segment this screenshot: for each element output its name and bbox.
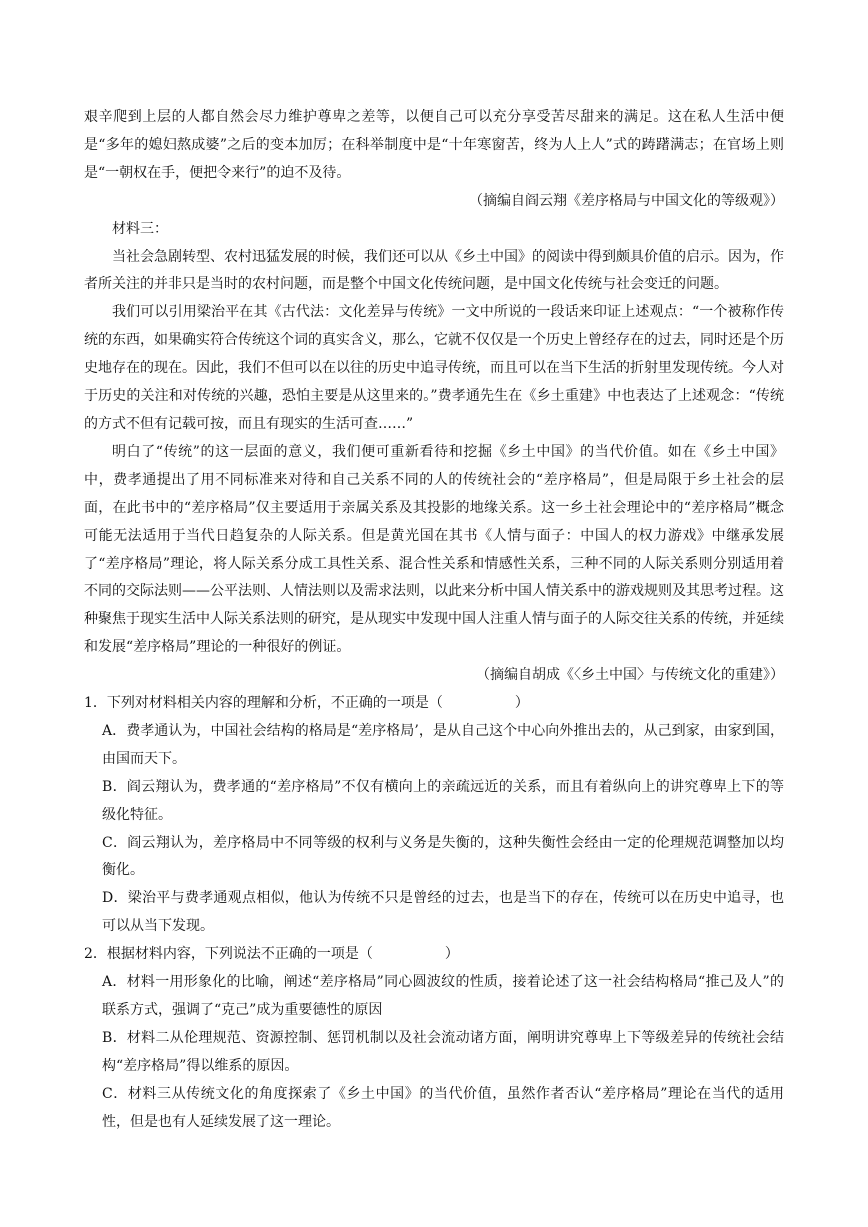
option-d: D．梁治平与费孝通观点相似，他认为传统不只是曾经的过去，也是当下的存在，传统可以在历史中追寻，也可以从当下发现。 bbox=[102, 890, 784, 935]
paragraph: 明白了“传统”的这一层面的意义，我们便可重新看待和挖掘《乡土中国》的当代价值。如在《乡土中国》中，费孝通提出了用不同标准来对待和自己关系不同的人的传统社会的“差序格局”，但是局限于乡土社会的层面，在此书中的“差序格局”仅主要适用于亲属关系及其投影的地缘关系。这一乡土社会理论中的“差序格局”概念可能无法适用于当代日趋复杂的人际关系。但是黄光国在其书《人情与面子：中国人的权力游戏》中继承发展了“差序格局”理论，将人际关系分成工具性关系、混合性关系和情感性关系，三种不同的人际关系则分别适用着不同的交际法则——公平法则、人情法则以及需求法则，以此来分析中国人情关系中的游戏规则及其思考过程。这种聚焦于现实生活中人际关系法则的研究，是从现实中发现中国人注重人情与面子的人际交往关系的传统，并延续和发展“差序格局”理论的一种很好的例证。 bbox=[84, 443, 784, 656]
source-citation: （摘编自阎云翔《差序格局与中国文化的等级观》） bbox=[469, 192, 784, 209]
paragraph-continuation: 艰辛爬到上层的人都自然会尽力维护尊卑之差等，以便自己可以充分享受苦尽甜来的满足。这在私人生活中便是“多年的媳妇熬成婆”之后的变本加厉；在科举制度中是“十年寒窗苦，终为人上人”式的踌躇满志；在官场上则是“一朝权在手，便把令来行”的迫不及待。 bbox=[84, 109, 784, 181]
question-stem: 2．根据材料内容，下列说法不正确的一项是（ ） bbox=[84, 946, 459, 963]
option-c: C．材料三从传统文化的角度探索了《乡土中国》的当代价值，虽然作者否认“差序格局”理论在当代的适用性，但是也有人延续发展了这一理论。 bbox=[102, 1085, 784, 1130]
question-1 bbox=[84, 690, 784, 941]
source-citation: （摘编自胡成《〈乡土中国〉与传统文化的重建》） bbox=[476, 667, 784, 684]
option-b: B．阎云翔认为，费孝通的“差序格局”不仅有横向上的亲疏远近的关系，而且有着纵向上的讲究尊卑上下的等级化特征。 bbox=[102, 778, 784, 823]
question-2 bbox=[84, 941, 784, 1136]
paragraph: 当社会急剧转型、农村迅猛发展的时候，我们还可以从《乡土中国》的阅读中得到颇具价值的启示。因为，作者所关注的并非只是当时的农村问题，而是整个中国文化传统问题，是中国文化传统与社会变迁的问题。 bbox=[84, 248, 784, 293]
question-stem: 1．下列对材料相关内容的理解和分析，不正确的一项是（ ） bbox=[84, 695, 529, 712]
option-b: B．材料二从伦理规范、资源控制、惩罚机制以及社会流动诸方面，阐明讲究尊卑上下等级差异的传统社会结构“差序格局”得以维系的原因。 bbox=[102, 1029, 784, 1074]
option-a: A．费孝通认为，中国社会结构的格局是“差序格局’，是从自己这个中心向外推出去的，从己到家，由家到国，由国而天下。 bbox=[102, 722, 784, 767]
paragraph: 我们可以引用梁治平在其《古代法：文化差异与传统》一文中所说的一段话来印证上述观点：“一个被称作传统的东西，如果确实符合传统这个词的真实含义，那么，它就不仅仅是一个历史上曾经存在的过去，同时还是个历史地存在的现在。因此，我们不但可以在以往的历史中追寻传统，而且可以在当下生活的折射里发现传统。今人对于历史的关注和对传统的兴趣，恐怕主要是从这里来的。”费孝通先生在《乡土重建》中也表达了上述观念：“传统的方式不但有记载可按，而且有现实的生活可查……” bbox=[84, 304, 784, 432]
document-page bbox=[84, 104, 784, 1137]
option-c: C．阎云翔认为，差序格局中不同等级的权利与义务是失衡的，这种失衡性会经由一定的伦理规范调整加以均衡化。 bbox=[102, 834, 784, 879]
option-a: A．材料一用形象化的比喻，阐述“差序格局”同心圆波纹的性质，接着论述了这一社会结构格局“推己及人”的联系方式，强调了“克己”成为重要德性的原因 bbox=[102, 974, 784, 1018]
material-heading: 材料三： bbox=[112, 220, 168, 237]
